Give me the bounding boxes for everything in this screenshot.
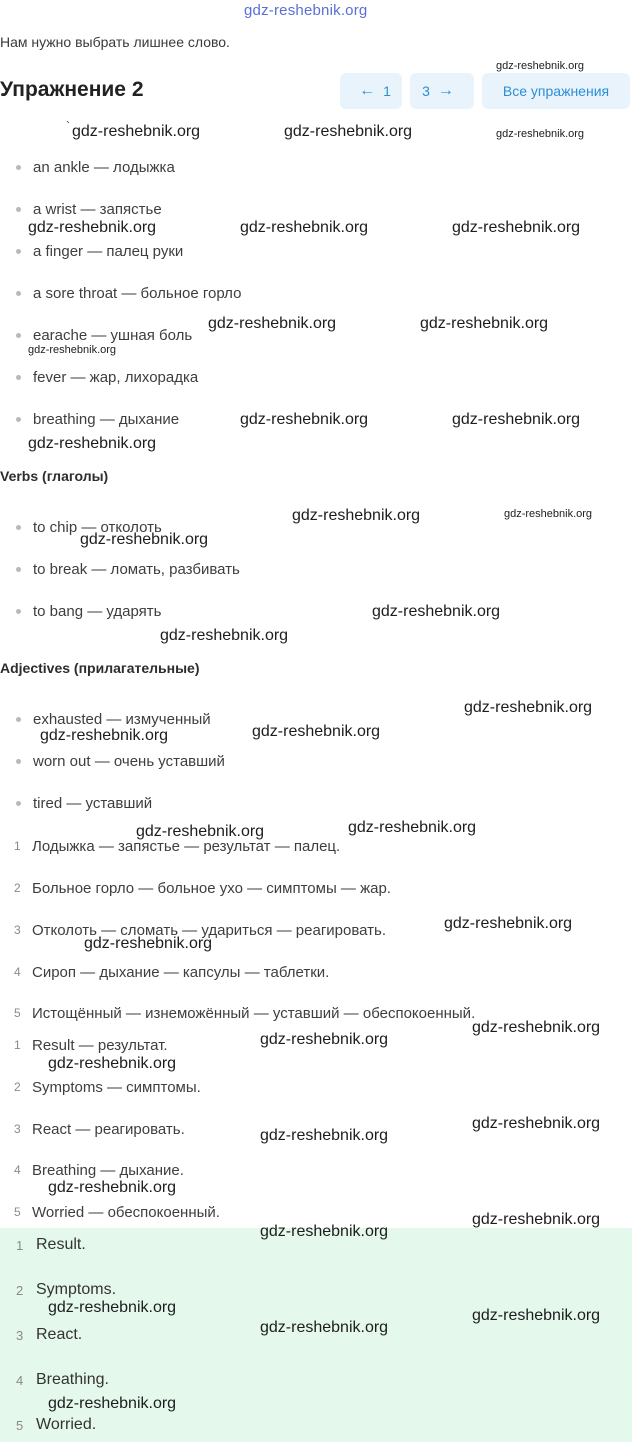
translation-text: Worried — обеспокоенный.	[32, 1203, 220, 1221]
bullet-icon	[16, 333, 21, 338]
arrow-right-icon: →	[437, 82, 454, 99]
translation-number: 5	[14, 1205, 21, 1219]
bullet-icon	[16, 249, 21, 254]
adjectives-heading: Adjectives (прилагательные)	[0, 660, 200, 676]
answer-text: Symptoms.	[36, 1281, 117, 1298]
task-text: Сироп — дыхание — капсулы — таблетки.	[32, 963, 330, 981]
list-item	[0, 793, 152, 813]
list-item-text: a finger — палец руки	[33, 242, 184, 260]
list-item	[0, 709, 211, 729]
watermark: gdz-reshebnik.org	[240, 411, 369, 428]
watermark: gdz-reshebnik.org	[260, 1127, 389, 1144]
answer-text: React.	[36, 1326, 83, 1343]
translation-item	[0, 1077, 201, 1097]
watermark: gdz-reshebnik.org	[160, 627, 289, 644]
watermark: gdz-reshebnik.org	[504, 508, 593, 520]
answer-text: Breathing.	[36, 1371, 109, 1388]
task-number: 1	[14, 839, 21, 853]
answer-number: 5	[16, 1417, 24, 1433]
translation-item	[0, 1202, 220, 1222]
answer-item	[0, 1279, 116, 1301]
stray-mark: `	[66, 119, 70, 133]
translation-text: Symptoms — симптомы.	[32, 1078, 201, 1096]
list-item-text: to break — ломать, разбивать	[33, 560, 240, 578]
watermark: gdz-reshebnik.org	[40, 727, 169, 744]
watermark: gdz-reshebnik.org	[348, 819, 477, 836]
task-number: 4	[14, 965, 21, 979]
task-number: 2	[14, 881, 21, 895]
translation-item	[0, 1035, 168, 1055]
list-item-text: to bang — ударять	[33, 602, 162, 620]
bullet-icon	[16, 717, 21, 722]
all-exercises-button[interactable]: Все упражнения	[482, 73, 630, 109]
arrow-left-icon: ←	[359, 82, 376, 99]
task-item	[0, 878, 391, 898]
watermark: gdz-reshebnik.org	[208, 315, 337, 332]
list-item-text: a wrist — запястье	[33, 200, 162, 218]
watermark: gdz-reshebnik.org	[28, 435, 157, 452]
task-text: Отколоть — сломать — удариться — реагировать.	[32, 921, 387, 939]
verbs-heading: Verbs (глаголы)	[0, 468, 109, 484]
task-number: 3	[14, 923, 21, 937]
bullet-icon	[16, 165, 21, 170]
watermark: gdz-reshebnik.org	[260, 1223, 389, 1240]
translation-text: Result — результат.	[32, 1036, 168, 1054]
answer-text: Result.	[36, 1236, 86, 1253]
watermark: gdz-reshebnik.org	[452, 411, 581, 428]
watermark: gdz-reshebnik.org	[464, 699, 593, 716]
list-item-text: a sore throat — больное горло	[33, 284, 242, 302]
list-item	[0, 283, 241, 303]
list-item-text: to chip — отколоть	[33, 518, 162, 536]
answer-number: 3	[16, 1327, 24, 1343]
next-exercise-label: 3	[422, 83, 430, 99]
watermark: gdz-reshebnik.org	[452, 219, 581, 236]
translation-text: Breathing — дыхание.	[32, 1161, 184, 1179]
watermark: gdz-reshebnik.org	[496, 60, 585, 72]
task-text: Истощённый — изнеможённый — уставший — обеспокоенный.	[32, 1004, 476, 1022]
answer-item	[0, 1324, 82, 1346]
prev-exercise-button[interactable]	[340, 73, 402, 109]
watermark: gdz-reshebnik.org	[444, 915, 573, 932]
bullet-icon	[16, 567, 21, 572]
bullet-icon	[16, 801, 21, 806]
next-exercise-button[interactable]	[410, 73, 474, 109]
list-item	[0, 751, 225, 771]
watermark: gdz-reshebnik.org	[372, 603, 501, 620]
prev-exercise-label: 1	[383, 83, 391, 99]
list-item	[0, 241, 183, 261]
list-item	[0, 601, 161, 621]
bullet-icon	[16, 207, 21, 212]
bullet-icon	[16, 525, 21, 530]
translation-number: 1	[14, 1038, 21, 1052]
task-text: Лодыжка — запястье — результат — палец.	[32, 837, 341, 855]
watermark: gdz-reshebnik.org	[28, 219, 157, 236]
watermark: gdz-reshebnik.org	[292, 507, 421, 524]
watermark: gdz-reshebnik.org	[136, 823, 265, 840]
watermark: gdz-reshebnik.org	[472, 1019, 601, 1036]
site-top-link[interactable]: gdz-reshebnik.org	[244, 2, 368, 19]
list-item	[0, 325, 192, 345]
list-item	[0, 409, 179, 429]
list-item-text: earache — ушная боль	[33, 326, 193, 344]
bullet-icon	[16, 609, 21, 614]
watermark: gdz-reshebnik.org	[48, 1299, 177, 1316]
answer-number: 4	[16, 1372, 24, 1388]
list-item	[0, 157, 175, 177]
translation-text: React — реагировать.	[32, 1120, 185, 1138]
watermark: gdz-reshebnik.org	[84, 935, 213, 952]
translation-number: 4	[14, 1163, 21, 1177]
bullet-icon	[16, 417, 21, 422]
translation-number: 3	[14, 1122, 21, 1136]
task-text: Больное горло — больное ухо — симптомы — жар.	[32, 879, 391, 897]
intro-text: Нам нужно выбрать лишнее слово.	[0, 34, 230, 50]
translation-item	[0, 1160, 184, 1180]
page-title: Упражнение 2	[0, 78, 144, 101]
watermark: gdz-reshebnik.org	[472, 1115, 601, 1132]
task-item	[0, 962, 329, 982]
watermark: gdz-reshebnik.org	[240, 219, 369, 236]
list-item-text: exhausted — измученный	[33, 710, 211, 728]
translation-number: 2	[14, 1080, 21, 1094]
answer-item	[0, 1369, 109, 1391]
watermark: gdz-reshebnik.org	[48, 1055, 177, 1072]
watermark: gdz-reshebnik.org	[48, 1179, 177, 1196]
list-item-text: an ankle — лодыжка	[33, 158, 175, 176]
watermark: gdz-reshebnik.org	[72, 123, 201, 140]
answer-number: 1	[16, 1237, 24, 1253]
watermark: gdz-reshebnik.org	[48, 1395, 177, 1412]
answer-item	[0, 1234, 86, 1256]
list-item	[0, 367, 198, 387]
watermark: gdz-reshebnik.org	[472, 1307, 601, 1324]
answer-item	[0, 1414, 96, 1436]
watermark: gdz-reshebnik.org	[496, 128, 585, 140]
bullet-icon	[16, 375, 21, 380]
task-number: 5	[14, 1006, 21, 1020]
list-item-text: tired — уставший	[33, 794, 153, 812]
list-item-text: fever — жар, лихорадка	[33, 368, 199, 386]
task-item	[0, 1003, 475, 1023]
list-item-text: worn out — очень уставший	[33, 752, 225, 770]
watermark: gdz-reshebnik.org	[472, 1211, 601, 1228]
watermark: gdz-reshebnik.org	[252, 723, 381, 740]
watermark: gdz-reshebnik.org	[284, 123, 413, 140]
watermark: gdz-reshebnik.org	[80, 531, 209, 548]
answer-text: Worried.	[36, 1416, 97, 1433]
answer-number: 2	[16, 1282, 24, 1298]
watermark: gdz-reshebnik.org	[28, 344, 117, 356]
bullet-icon	[16, 759, 21, 764]
translation-item	[0, 1119, 185, 1139]
list-item	[0, 199, 162, 219]
bullet-icon	[16, 291, 21, 296]
list-item	[0, 559, 240, 579]
watermark: gdz-reshebnik.org	[420, 315, 549, 332]
list-item-text: breathing — дыхание	[33, 410, 180, 428]
watermark: gdz-reshebnik.org	[260, 1031, 389, 1048]
watermark: gdz-reshebnik.org	[260, 1319, 389, 1336]
